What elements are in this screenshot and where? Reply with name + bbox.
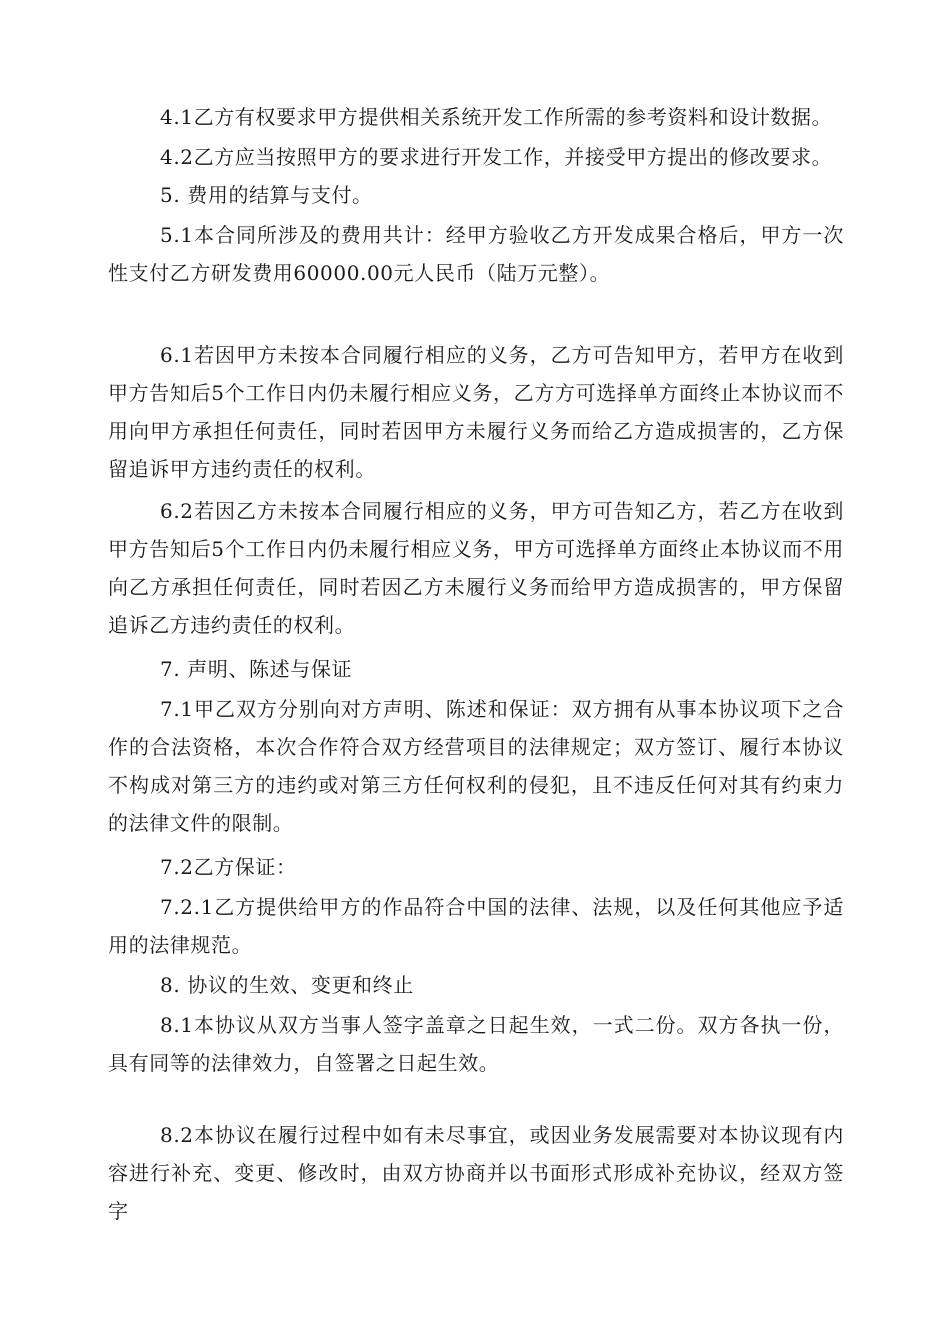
section-5-heading: 5. 费用的结算与支付。 [160,183,373,207]
clause-7-2-1: 7.2.1乙方提供给甲方的作品符合中国的法律、法规，以及任何其他应予适用的法律规范。 [108,895,844,957]
clause-7-2: 7.2乙方保证： [160,855,297,879]
clause-7-1: 7.1甲乙双方分别向对方声明、陈述和保证：双方拥有从事本协议项下之合作的合法资格，本次合作符合双方经营项目的法律规定；双方签订、履行本协议不构成对第三方的违约或对第三方任何权利的侵犯，且不违反任何对其有约束力的法律文件的限制。 [108,697,844,835]
section-8-heading: 8. 协议的生效、变更和终止 [160,973,414,997]
clause-6-2: 6.2若因乙方未按本合同履行相应的义务，甲方可告知乙方，若乙方在收到甲方告知后5个工作日内仍未履行相应义务，甲方可选择单方面终止本协议而不用向乙方承担任何责任，同时若因乙方未履行义务而给甲方造成损害的，甲方保留追诉乙方违约责任的权利。 [108,499,844,637]
clause-5-1: 5.1本合同所涉及的费用共计：经甲方验收乙方开发成果合格后，甲方一次性支付乙方研发费用60000.00元人民币（陆万元整）。 [108,223,844,285]
clause-4-1: 4.1乙方有权要求甲方提供相关系统开发工作所需的参考资料和设计数据。 [160,105,833,129]
section-7-heading: 7. 声明、陈述与保证 [160,657,353,681]
clause-4-2: 4.2乙方应当按照甲方的要求进行开发工作，并接受甲方提出的修改要求。 [160,145,833,169]
clause-6-1: 6.1若因甲方未按本合同履行相应的义务，乙方可告知甲方，若甲方在收到甲方告知后5个工作日内仍未履行相应义务，乙方方可选择单方面终止本协议而不用向甲方承担任何责任，同时若因甲方未履行义务而给乙方造成损害的，乙方保留追诉甲方违约责任的权利。 [108,343,844,481]
clause-8-1: 8.1本协议从双方当事人签字盖章之日起生效，一式二份。双方各执一份，具有同等的法律效力，自签署之日起生效。 [108,1013,844,1075]
clause-8-2: 8.2本协议在履行过程中如有未尽事宜，或因业务发展需要对本协议现有内容进行补充、变更、修改时，由双方协商并以书面形式形成补充协议，经双方签字 [108,1123,844,1223]
